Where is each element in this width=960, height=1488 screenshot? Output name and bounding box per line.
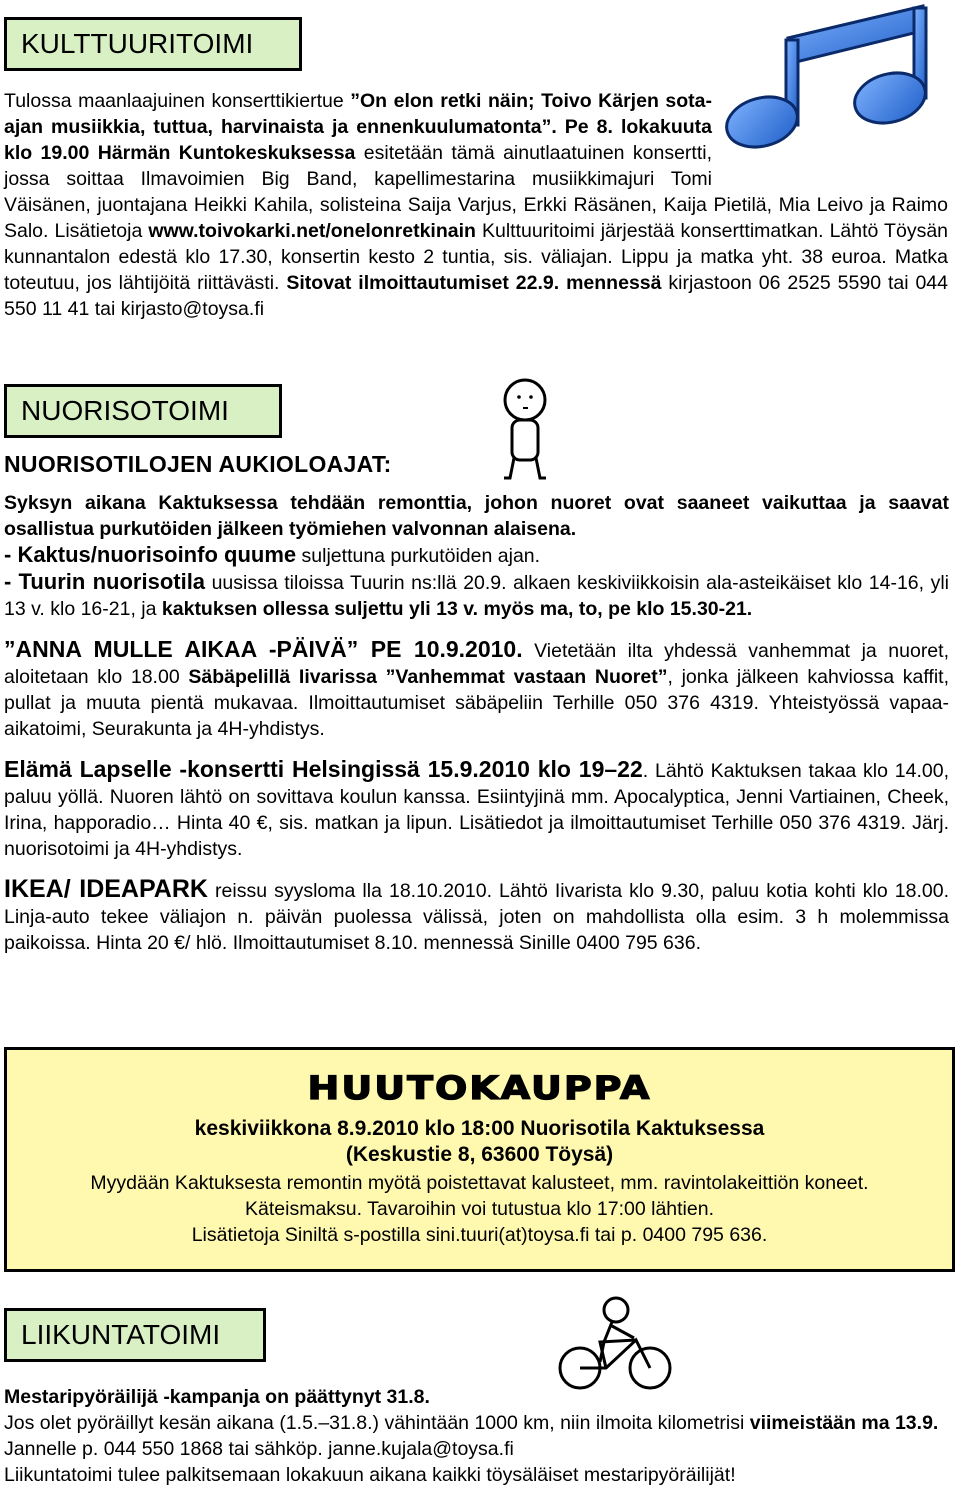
text-run-bold: www.toivokarki.net/onelonretkinain: [148, 220, 476, 242]
anna-mulle-aikaa-item: [4, 636, 949, 742]
text-run: . Lähtö Kaktuksen takaa klo 14.00, paluu yöllä. Nuoren lähtö on sovittava koulun kanssa. Esiintyjinä mm. Apocalyptica, Jenni Vartiainen, Cheek, Irina, happoradio… Hinta 40 €, sis. matkan ja lipun. Lisätiedot ja ilmoittautumiset Terhille 050 376 4319. Järj. nuorisotoimi ja 4H-yhdistys.: [4, 760, 949, 860]
liikuntatoimi-body: [4, 1384, 954, 1488]
text-run: esitetään tämä ainutlaatuinen konsertti, jossa soittaa Ilmavoimien Big Band, kapellimestarina musiikkimajuri Tomi Väisänen, juontajana Heikki Kahila, solisteina Saija Varjus, Erkki Räsänen, Kaija Pietilä, Mia Leivo ja Raimo Salo. Lisätietoja: [4, 142, 948, 242]
liikuntatoimi-heading-box: [4, 1308, 266, 1362]
event-title: IKEA/ IDEAPARK: [4, 875, 208, 903]
text-run: kirjastoon 06 2525 5590 tai 044 550 11 41 tai kirjasto@toysa.fi: [4, 272, 948, 320]
nuorisotoimi-heading: NUORISOTOIMI: [21, 395, 229, 426]
text-run-bold: ”On elon retki näin; Toivo Kärjen sota-ajan musiikkia, tuttua, harvinaista ja ennenkuulumatonta”. Pe 8. lokakuuta klo 19.00 Härmän Kuntokeskuksessa: [4, 90, 712, 164]
huutokauppa-description: Myydään Kaktuksesta remontin myötä poistettavat kalusteet, mm. ravintolakeittiön koneet.: [90, 1172, 869, 1194]
nuorisotoimi-heading-box: [4, 384, 282, 438]
huutokauppa-address: (Keskustie 8, 63600 Töysä): [345, 1143, 614, 1166]
text-run: uusissa tiloissa Tuurin ns:llä 20.9. alkaen keskiviikkoisin ala-asteikäiset klo 14-16, yli 13 v. klo 16-21, ja: [4, 572, 950, 620]
kulttuuritoimi-heading: KULTTUURITOIMI: [21, 28, 254, 59]
stick-figure-icon: [490, 378, 560, 483]
event-title: Elämä Lapselle -konsertti Helsingissä 15.9.2010 klo 19–22: [4, 756, 643, 782]
elama-lapselle-item: [4, 756, 949, 862]
text-run: Vietetään ilta yhdessä vanhemmat ja nuoret, aloitetaan klo 18.00: [4, 640, 949, 688]
kulttuuritoimi-paragraph-full: [4, 88, 948, 322]
huutokauppa-date: keskiviikkona 8.9.2010 klo 18:00 Nuorisotila Kaktuksessa: [194, 1117, 765, 1140]
nuorisotilat-subheading: NUORISOTILOJEN AUKIOLOAJAT:: [4, 451, 392, 477]
ikea-item: [4, 876, 949, 956]
text-run: Jos olet pyöräillyt kesän aikana (1.5.–31.8.) vähintään 1000 km, niin ilmoita kilometrisi: [4, 1412, 750, 1434]
huutokauppa-contact: Lisätietoja Siniltä s-postilla sini.tuuri(at)toysa.fi tai p. 0400 795 636.: [191, 1224, 768, 1246]
text-run-bold: Säbäpelillä Iivarissa ”Vanhemmat vastaan Nuoret”: [188, 666, 668, 688]
note-icon-spacer: [712, 88, 948, 192]
kulttuuritoimi-heading-box: [4, 17, 302, 71]
mestaripyorailija-reward: Liikuntatoimi tulee palkitsemaan lokakuun aikana kaikki töysäläiset mestaripyöräilijät!: [4, 1464, 736, 1486]
text-run: suljettuna purkutöiden ajan.: [296, 545, 541, 567]
tuuri-item: [4, 569, 949, 622]
tuuri-label: - Tuurin nuorisotila: [4, 569, 206, 594]
kaktus-label: - Kaktus/nuorisoinfo quume: [4, 542, 297, 567]
mestaripyorailija-text: [4, 1410, 954, 1462]
nuorisotoimi-body: [4, 490, 949, 956]
text-run: Tulossa maanlaajuinen konserttikiertue: [4, 90, 351, 112]
text-run-bold: kaktuksen ollessa suljettu yli 13 v. myös ma, to, pe klo 15.30-21.: [161, 598, 753, 620]
cyclist-icon: [556, 1296, 674, 1392]
text-run: , jonka jälkeen kahviossa kaffit, pullat ja muuta pientä mukavaa. Ilmoittautumiset säbäpeliin Terhille 050 376 4319. Yhteistyössä vapaa-aikatoimi, Seurakunta ja 4H-yhdistys.: [4, 666, 949, 740]
kaktus-item: [4, 542, 949, 569]
deadline: viimeistään ma 13.9.: [749, 1412, 939, 1434]
text-run: Jannelle p. 044 550 1868 tai sähköp. janne.kujala@toysa.fi: [4, 1438, 514, 1460]
huutokauppa-box: [4, 1047, 955, 1272]
text-run-bold: Sitovat ilmoittautumiset 22.9. mennessä: [286, 272, 662, 294]
liikuntatoimi-heading: LIIKUNTATOIMI: [21, 1319, 221, 1350]
huutokauppa-title: HUUTOKAUPPA: [307, 1069, 652, 1107]
remontti-text: Syksyn aikana Kaktuksessa tehdään remonttia, johon nuoret ovat saaneet vaikuttaa ja saavat osallistua purkutöiden jälkeen työmiehen valvonnan alaisena.: [4, 492, 949, 540]
text-run: Kulttuuritoimi järjestää konserttimatkan. Lähtö Töysän kunnantalon edestä klo 17.30, konsertin kesto 2 tuntia, sis. väliajan. Lippu ja matka yht. 38 euroa. Matka toteutuu, jos lähtijöitä riittävästi.: [4, 220, 949, 294]
text-run: reissu syysloma lla 18.10.2010. Lähtö Iivarista klo 9.30, paluu kotia kohti klo 18.00. Linja-auto tekee väliajon n. päivän puolessa välissä, joten on mahdollista olla esim. 3 h molemmissa paikoissa. Hinta 20 €/ hlö. Ilmoittautumiset 8.10. mennessä Sinille 0400 795 636.: [4, 880, 949, 954]
huutokauppa-payment: Käteismaksu. Tavaroihin voi tutustua klo 17:00 lähtien.: [245, 1198, 714, 1220]
mestaripyorailija-heading: Mestaripyöräilijä -kampanja on päättynyt 31.8.: [4, 1386, 430, 1408]
kulttuuritoimi-text: [4, 88, 948, 322]
event-title: ”ANNA MULLE AIKAA -PÄIVÄ” PE 10.9.2010.: [4, 636, 523, 662]
